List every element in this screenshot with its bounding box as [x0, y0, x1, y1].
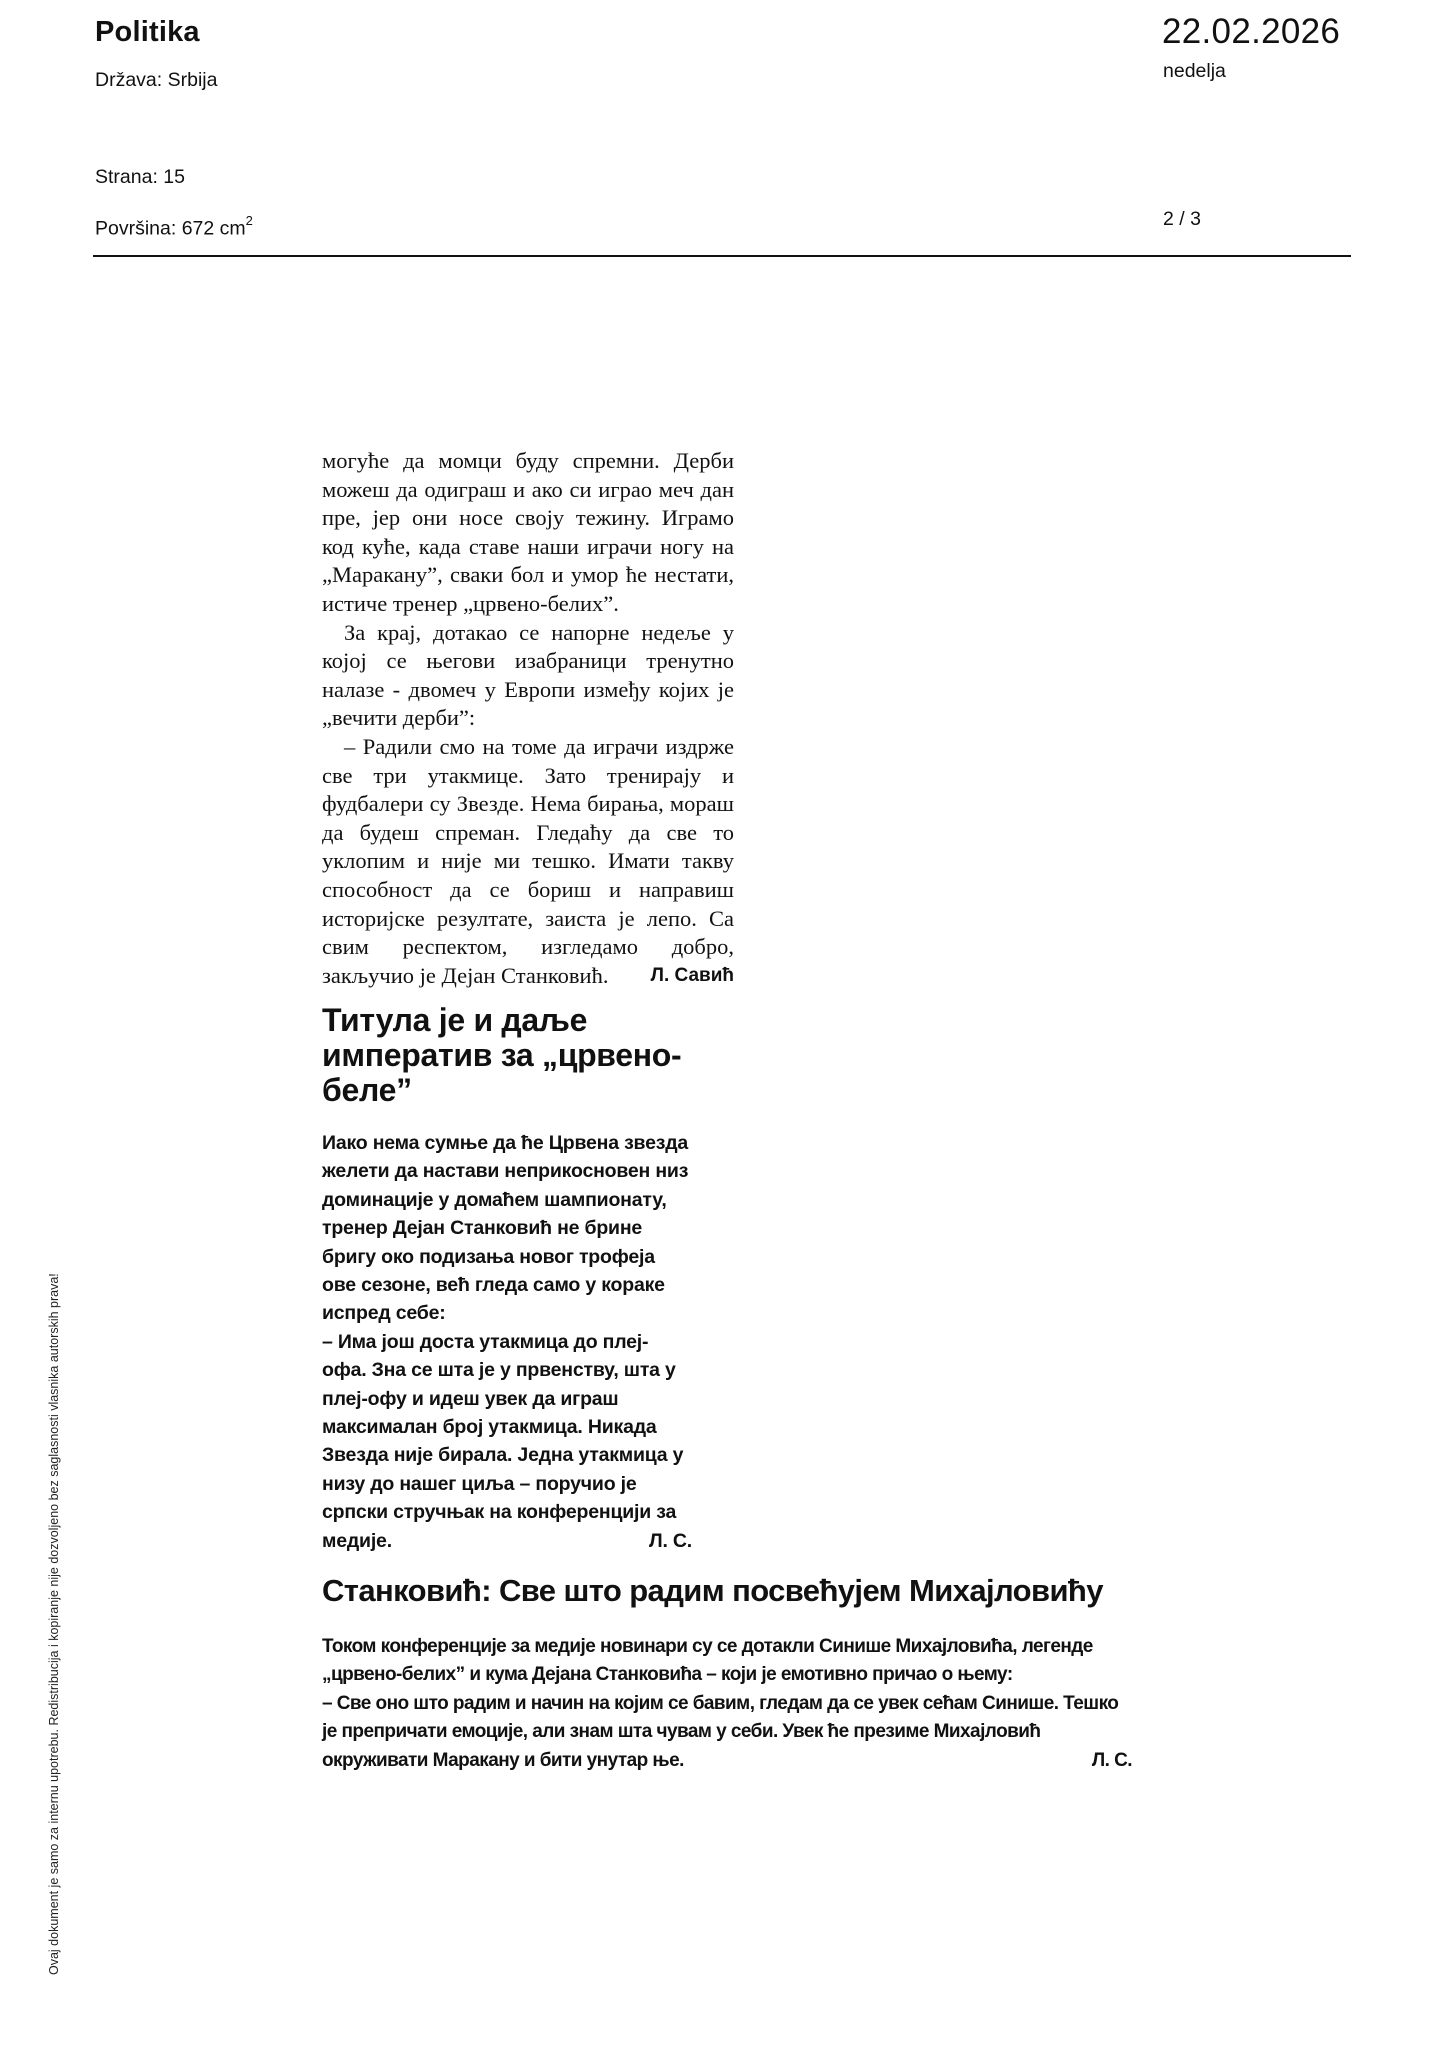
box1-paragraph	[322, 1328, 692, 1555]
article-paragraph: могуће да момци буду спремни. Дерби можеш да одиграш и ако си играо меч дан пре, јер они носе своју тежину. Играмо код куће, када ставе наши играчи ногу на „Маракану”, сваки бол и умор ће нестати, истиче тренер „црвено-белих”.	[322, 448, 734, 616]
issue-date: 22.02.2026	[1162, 12, 1341, 51]
area-value: Površina: 672 cm	[95, 217, 246, 240]
box2-paragraph	[322, 1690, 1132, 1775]
box2-body	[322, 1633, 1132, 1775]
page-counter: 2 / 3	[1163, 208, 1201, 230]
article-signature: Л. Савић	[650, 964, 734, 986]
box1-paragraph-text: – Има још доста утакмица до плеј-офа. Зна се шта је у првенству, шта у плеј-офу и идеш увек да играш максималан број утакмица. Никада Звезда није бирала. Једна утакмица у низу до нашег циља – поручио је српски стручњак на конференцији за медије.	[322, 1330, 684, 1552]
box2-paragraph-text: – Све оно што радим и начин на којим се бавим, гледам да се увек сећам Синише. Тешко је препричати емоције, али знам шта чувам у себи. Увек ће презиме Михајловић окруживати Маракану и бити унутар ње.	[322, 1692, 1119, 1771]
copyright-disclaimer: Ovaj dokument je samo za internu upotrebu. Redistribucija i kopiranje nije dozvoljeno bez saglasnosti vlasnika autorskih prava!	[47, 1273, 61, 1975]
box1-paragraph: Иако нема сумње да ће Црвена звезда желети да настави неприкосновен низ доминације у домаћем шампионату, тренер Дејан Станковић не брине бригу око подизања новог трофеја ове сезоне, већ гледа само у кораке испред себе:	[322, 1132, 689, 1325]
article-paragraph-text: – Радили смо на томе да играчи издрже све три утакмице. Зато тренирају и фудбалери су Звезде. Нема бирања, мораш да будеш спреман. Гледаћу да све то уклопим и није ми тешко. Имати такву способност да се бориш и направиш историјске резултате, заиста је лепо. Са свим респектом, изгледамо добро, закључио је Дејан Станковић.	[322, 733, 734, 988]
box2-signature: Л. С.	[1091, 1749, 1132, 1771]
page-number: Strana: 15	[95, 166, 185, 188]
weekday: nedelja	[1163, 60, 1226, 82]
box1-signature: Л. С.	[648, 1529, 692, 1552]
box1-body	[322, 1129, 692, 1555]
box2-heading: Станковић: Све што радим посвећујем Михајловићу	[322, 1573, 1103, 1608]
article-paragraph: За крај, дотакао се напорне недеље у којој се његови изабраници тренутно налазе - двомеч у Европи између којих је „вечити дерби”:	[322, 619, 734, 731]
header-divider	[93, 255, 1351, 257]
area-label	[95, 215, 253, 241]
publication-name: Politika	[95, 16, 200, 48]
article-body	[322, 447, 734, 990]
country-label: Država: Srbija	[95, 69, 218, 91]
box1-heading: Титула је и даље императив за „црвено-беле”	[322, 1002, 682, 1108]
box2-paragraph: Током конференције за медије новинари су се дотакли Синише Михајловића, легенде „црвено-белих” и кума Дејана Станковића – који је емотивно причао о њему:	[322, 1636, 1093, 1686]
article-paragraph	[322, 733, 734, 990]
area-exponent: 2	[245, 213, 253, 228]
